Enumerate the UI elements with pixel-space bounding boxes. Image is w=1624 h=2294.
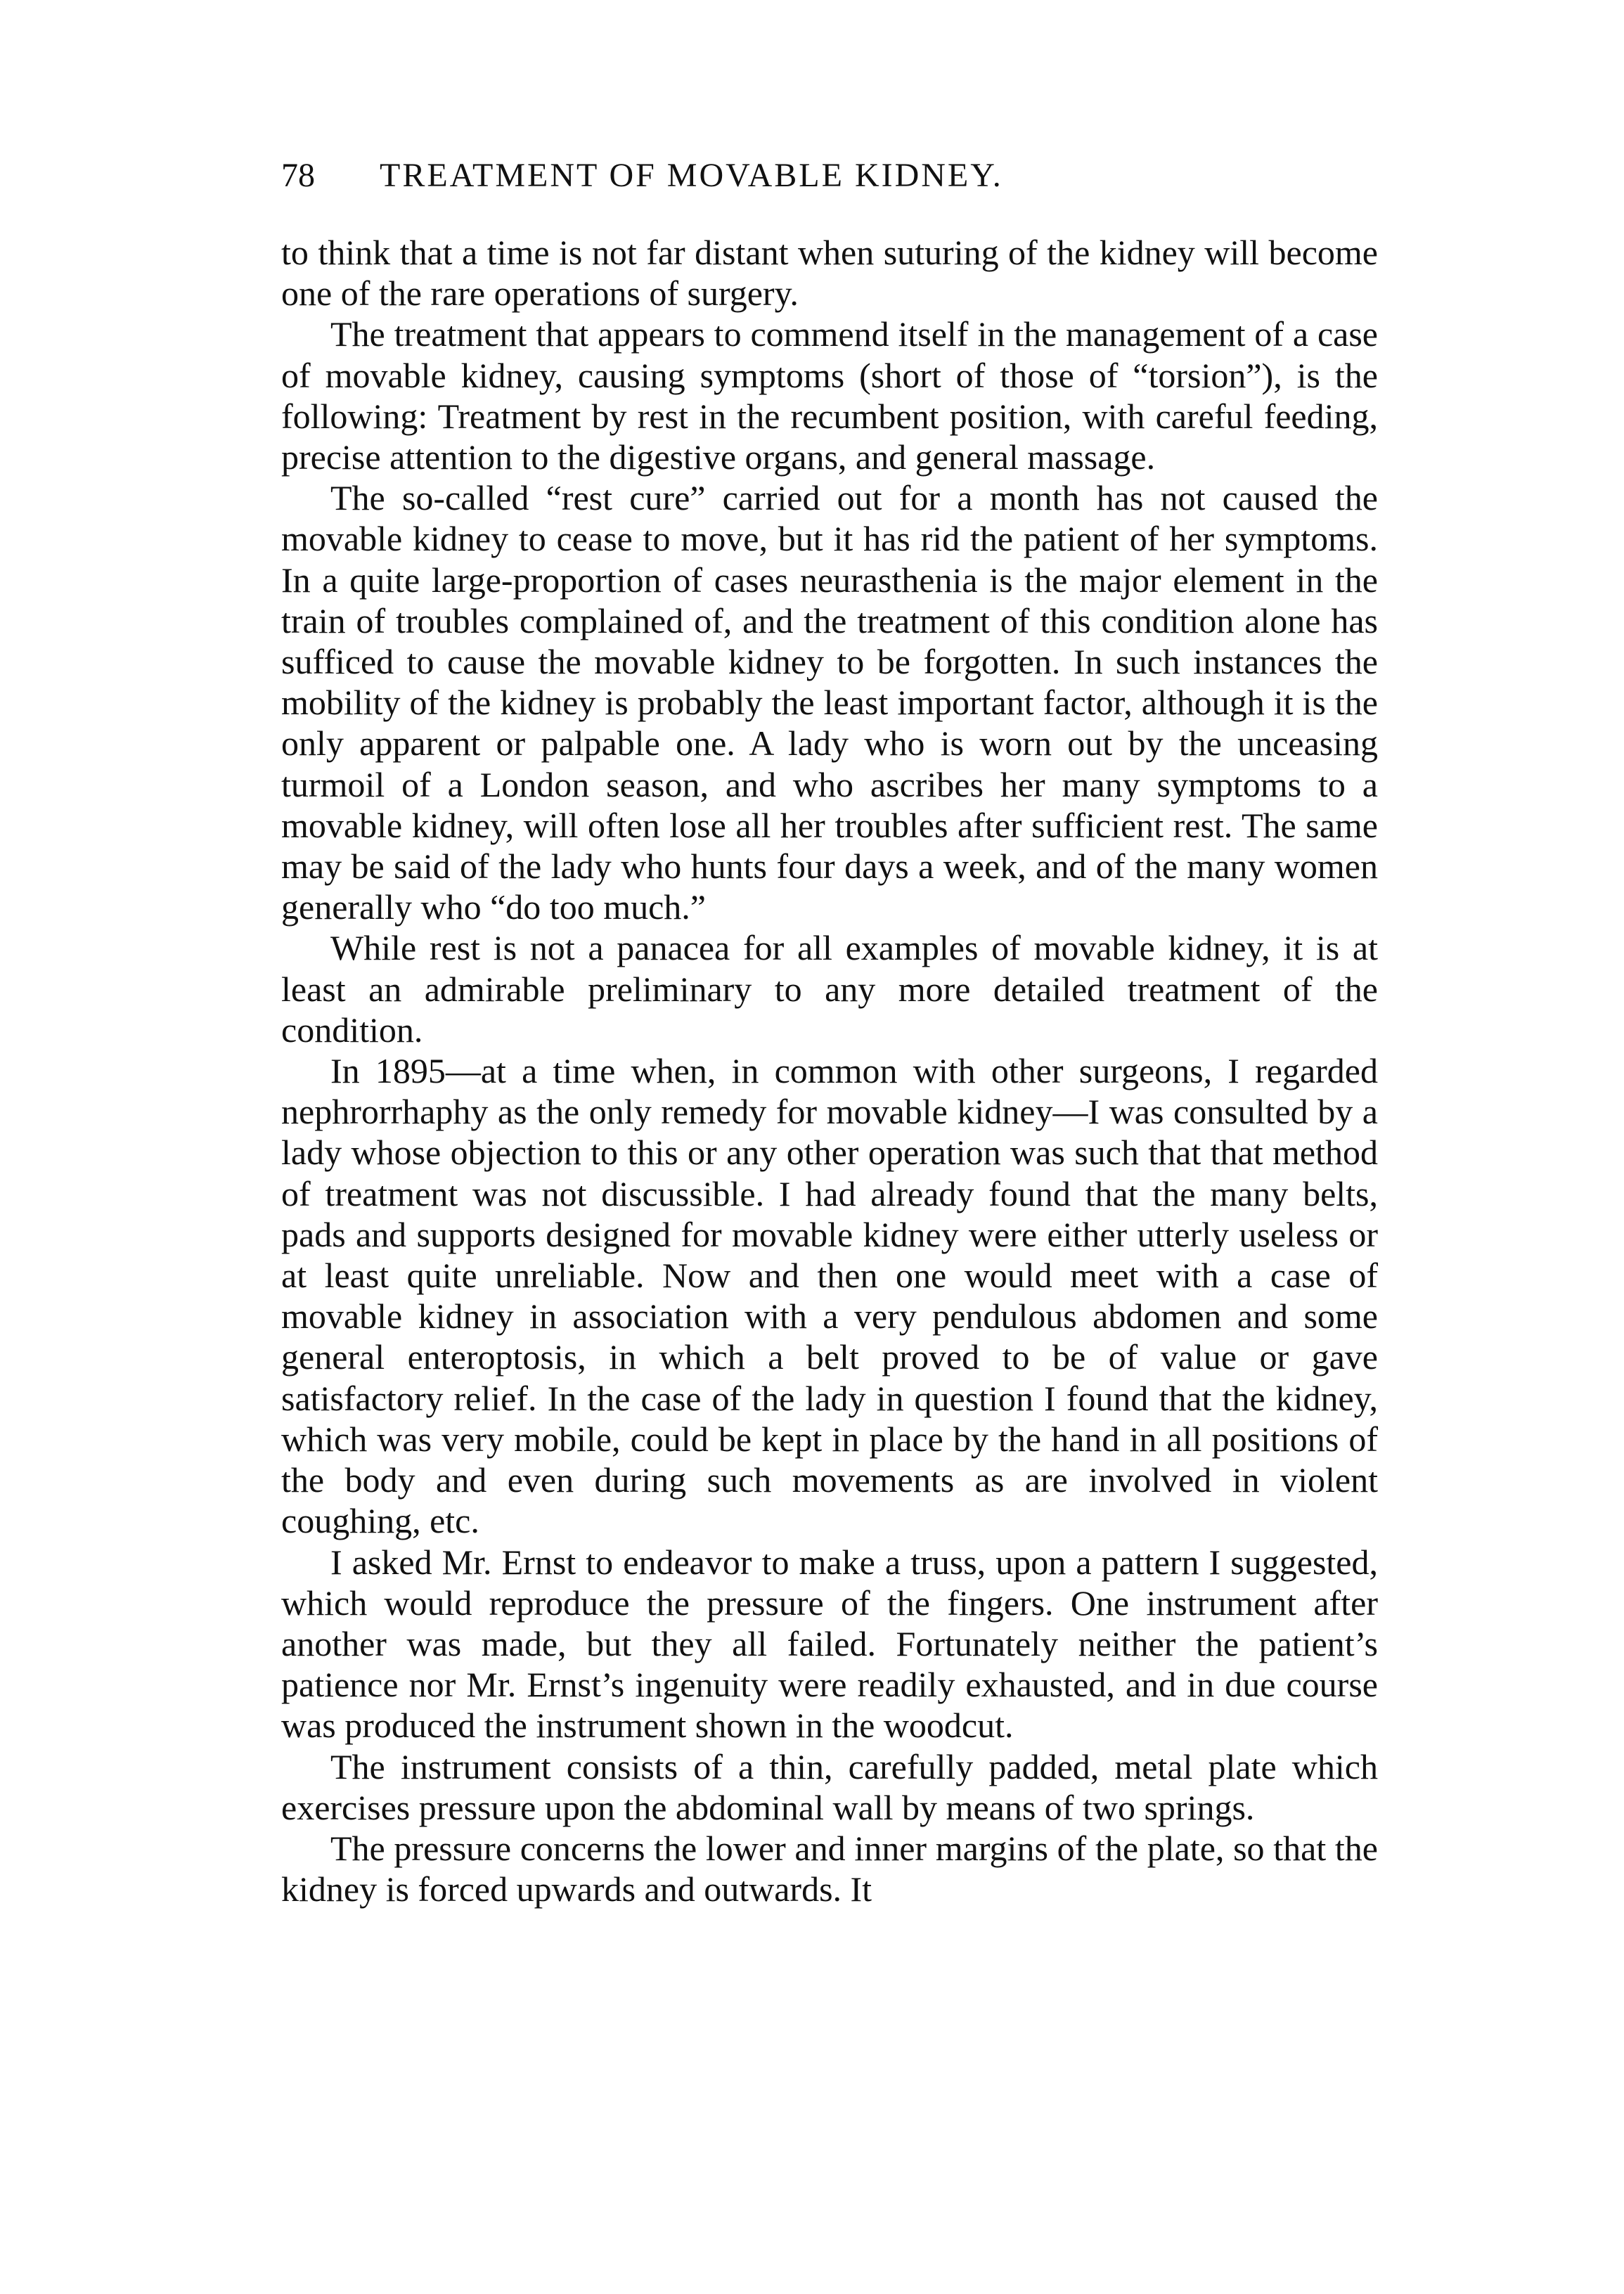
body-text bbox=[281, 232, 1378, 1909]
running-title: TREATMENT OF MOVABLE KIDNEY. bbox=[380, 157, 1003, 194]
running-head bbox=[281, 151, 1378, 200]
paragraph-instrument: The instrument consists of a thin, carefully padded, metal plate which exercises pressure upon the abdominal wall by means of two springs. bbox=[281, 1746, 1378, 1827]
paragraph-truss: I asked Mr. Ernst to endeavor to make a truss, upon a pattern I suggested, which would reproduce the pressure of the fingers. One instrument after another was made, but they all failed. Fortunately neither the patient’s patience nor Mr. Ernst’s ingenuity were readily exhausted, and in due course was produced the instrument shown in the woodcut. bbox=[281, 1542, 1378, 1746]
paragraph-rest-cure: The so-called “rest cure” carried out for a month has not caused the movable kidney to cease to move, but it has rid the patient of her symptoms. In a quite large-proportion of cases neurasthenia is the major element in the train of troubles complained of, and the treatment of this condition alone has sufficed to cause the movable kidney to be forgotten. In such instances the mobility of the kidney is probably the least important factor, although it is the only apparent or palpable one. A lady who is worn out by the unceasing turmoil of a London season, and who ascribes her many symptoms to a movable kidney, will often lose all her troubles after sufficient rest. The same may be said of the lady who hunts four days a week, and of the many women generally who “do too much.” bbox=[281, 478, 1378, 927]
paragraph-pressure: The pressure concerns the lower and inner margins of the plate, so that the kidney is forced upwards and outwards. It bbox=[281, 1828, 1378, 1909]
page-number: 78 bbox=[281, 157, 315, 194]
paragraph-1895-case: In 1895—at a time when, in common with other surgeons, I regarded nephrorrhaphy as the only remedy for movable kidney—I was consulted by a lady whose objection to this or any other operation was such that that method of treatment was not discussible. I had already found that the many belts, pads and supports designed for movable kidney were either utterly useless or at least quite unreliable. Now and then one would meet with a case of movable kidney in association with a very pendulous abdomen and some general enteroptosis, in which a belt proved to be of value or gave satisfactory relief. In the case of the lady in question I found that the kidney, which was very mobile, could be kept in place by the hand in all positions of the body and even during such movements as are involved in violent coughing, etc. bbox=[281, 1051, 1378, 1541]
paragraph-panacea: While rest is not a panacea for all examples of movable kidney, it is at least an admirable preliminary to any more detailed treatment of the condition. bbox=[281, 928, 1378, 1050]
paragraph-continuation: to think that a time is not far distant when suturing of the kidney will become one of the rare operations of surgery. bbox=[281, 233, 1378, 314]
paragraph-treatment: The treatment that appears to commend itself in the management of a case of movable kidney, causing symptoms (short of those of “torsion”), is the following: Treatment by rest in the recumbent position, with careful feeding, precise attention to the digestive organs, and general massage. bbox=[281, 314, 1378, 477]
